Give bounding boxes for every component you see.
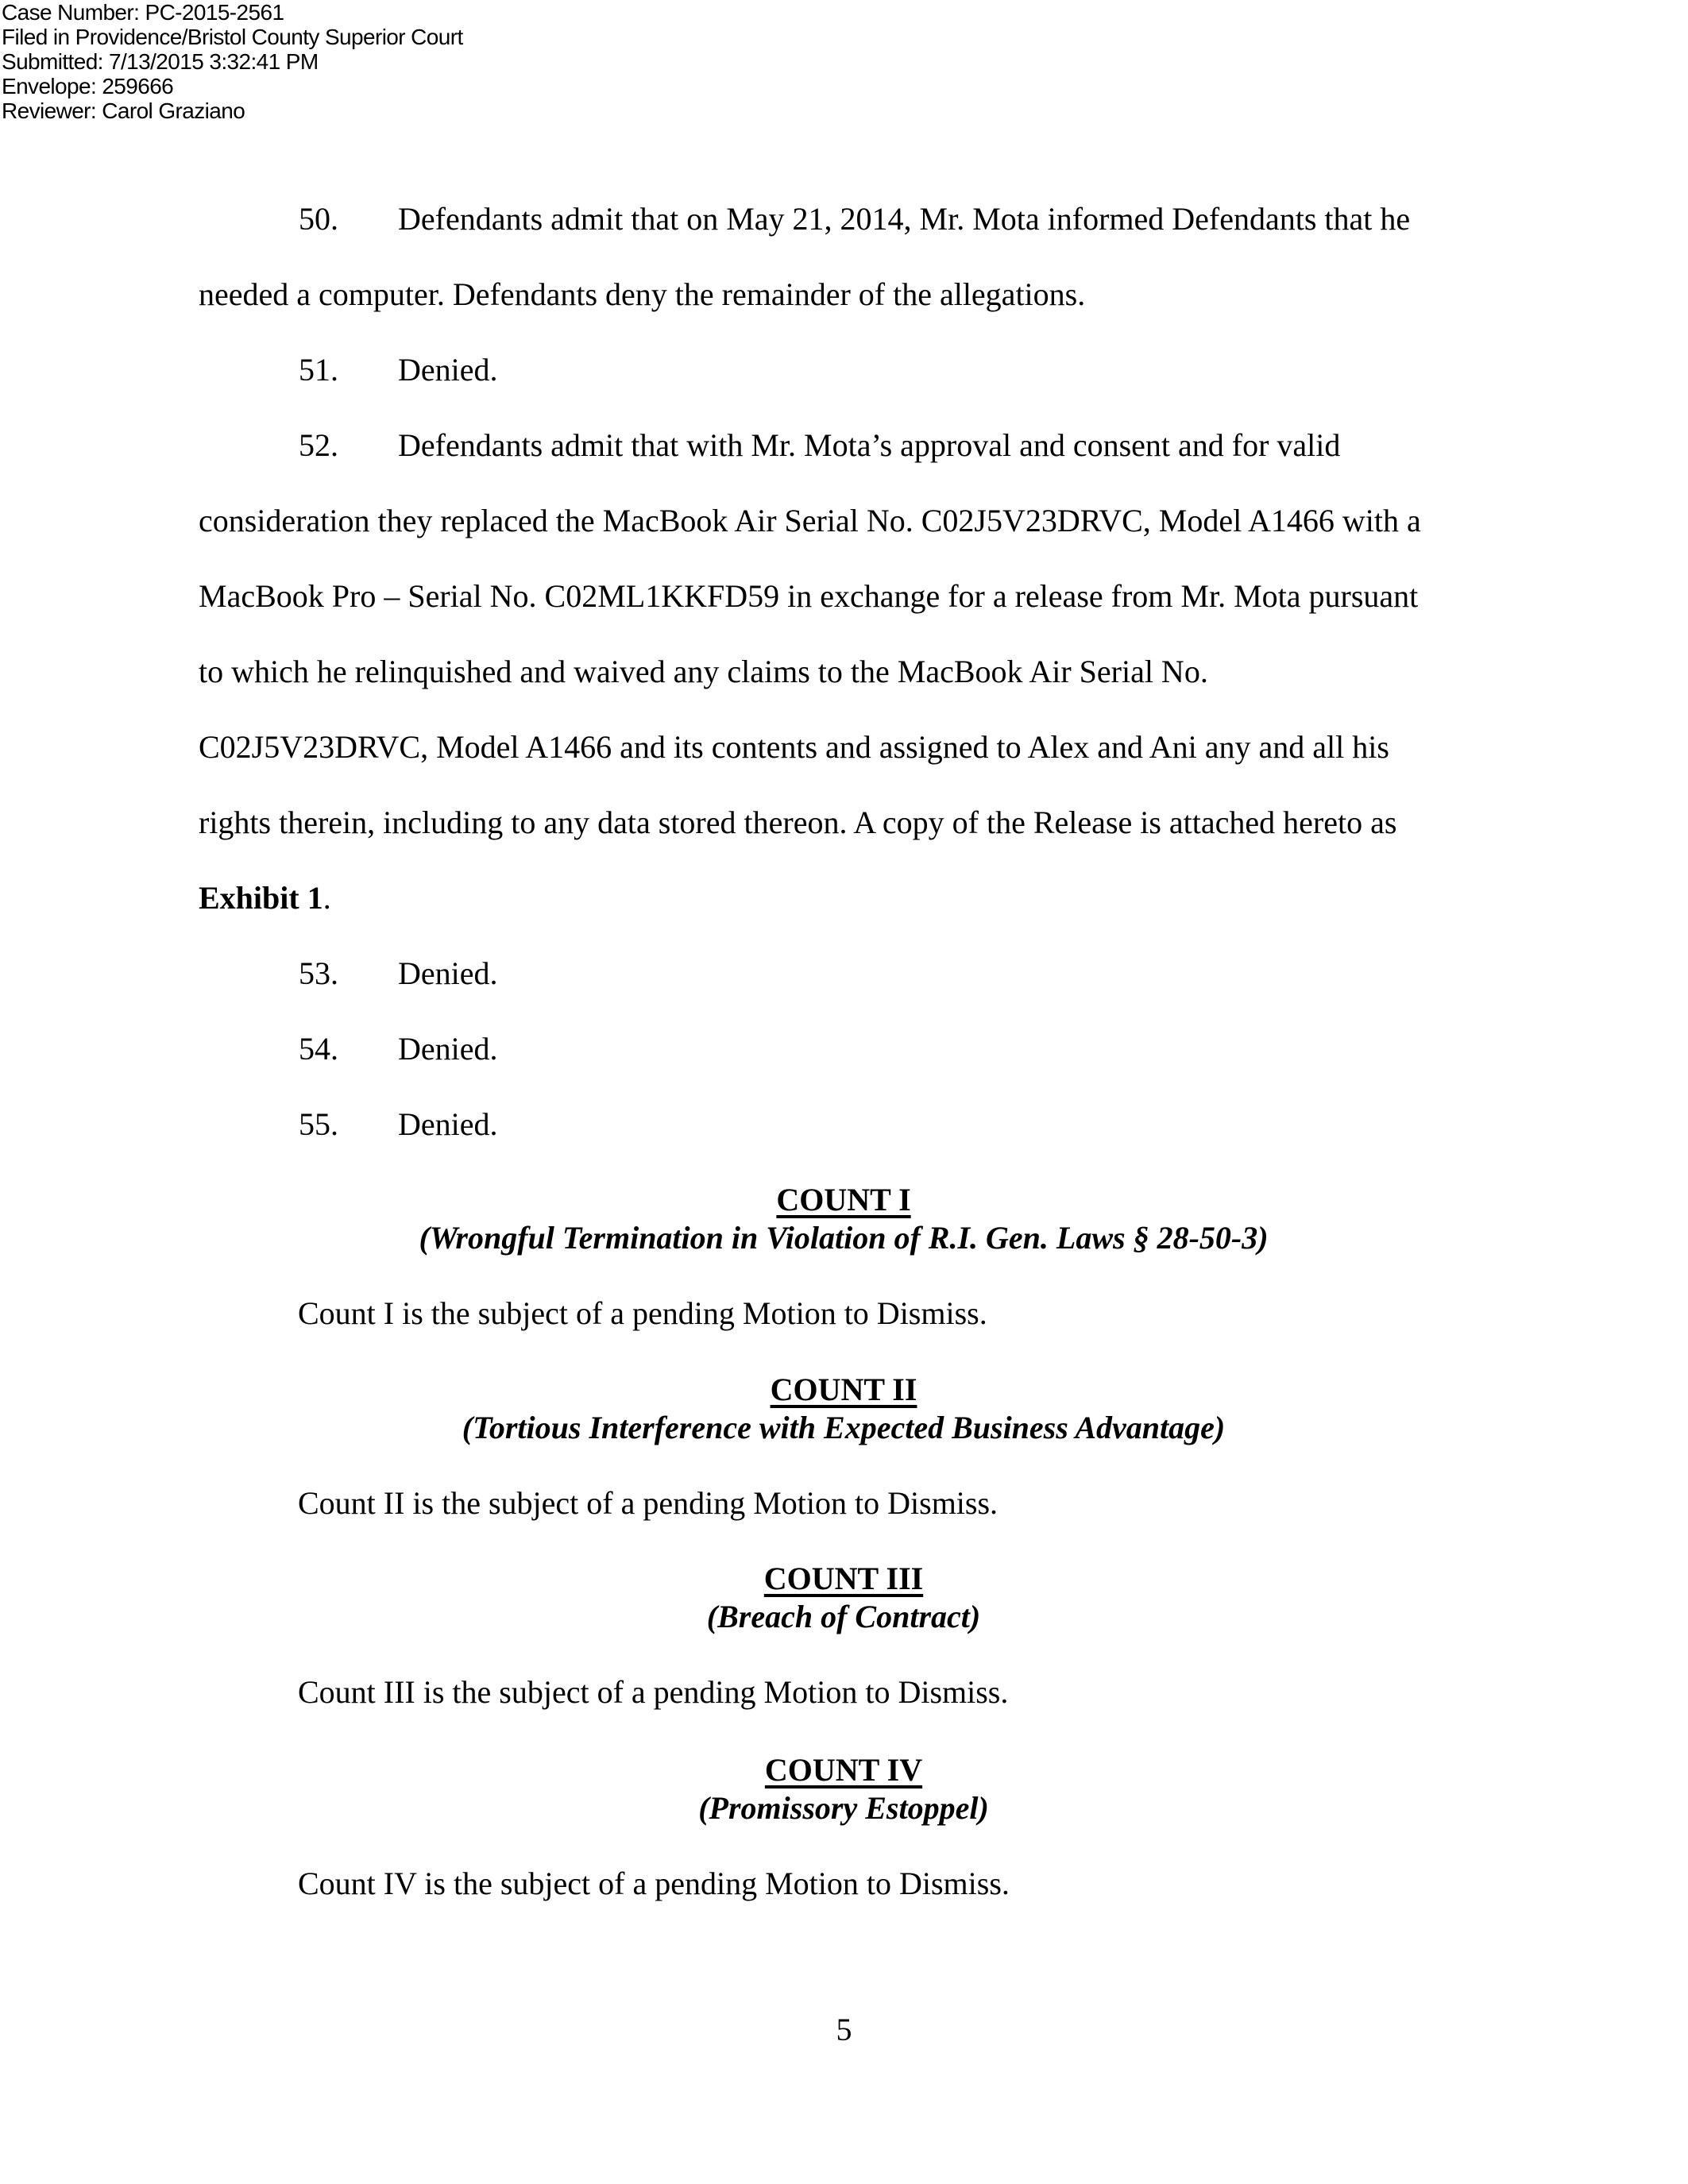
paragraph-line: rights therein, including to any data stored thereon. A copy of the Release is attached hereto as — [199, 805, 1397, 840]
paragraph-number: 53. — [299, 955, 338, 991]
count-4-body: Count IV is the subject of a pending Motion to Dismiss. — [298, 1866, 1010, 1901]
paragraph-line: C02J5V23DRVC, Model A1466 and its contents and assigned to Alex and Ani any and all his — [199, 729, 1389, 765]
case-number: Case Number: PC-2015-2561 — [2, 0, 284, 25]
count-4-subtitle: (Promissory Estoppel) — [698, 1790, 989, 1826]
paragraph-text: Denied. — [398, 1031, 498, 1067]
paragraph-number: 54. — [299, 1031, 338, 1067]
exhibit-reference: Exhibit 1 — [199, 880, 323, 916]
count-2-title: COUNT II — [770, 1372, 917, 1407]
count-subtitle-line — [199, 1598, 1489, 1636]
count-subtitle-line — [199, 1789, 1489, 1827]
filed-in-court: Filed in Providence/Bristol County Superior Court — [2, 25, 463, 49]
count-3-title: COUNT III — [763, 1561, 924, 1596]
count-subtitle-line — [199, 1409, 1489, 1447]
exhibit-punctuation: . — [323, 880, 331, 916]
paragraph-text: Denied. — [398, 352, 498, 388]
paragraph-line: needed a computer. Defendants deny the remainder of the allegations. — [199, 276, 1086, 312]
count-2-body: Count II is the subject of a pending Motion to Dismiss. — [298, 1485, 999, 1521]
paragraph-line: consideration they replaced the MacBook Air Serial No. C02J5V23DRVC, Model A1466 with a — [199, 503, 1421, 538]
paragraph-text: Denied. — [398, 955, 498, 991]
count-3-subtitle: (Breach of Contract) — [706, 1599, 981, 1634]
paragraph-line: Defendants admit that on May 21, 2014, Mr. Mota informed Defendants that he — [398, 201, 1411, 237]
count-4-title: COUNT IV — [764, 1752, 923, 1788]
paragraph-number: 52. — [299, 427, 338, 463]
paragraph-number: 55. — [299, 1106, 338, 1142]
count-1-body: Count I is the subject of a pending Motion to Dismiss. — [298, 1295, 987, 1331]
paragraph-line: to which he relinquished and waived any claims to the MacBook Air Serial No. — [199, 654, 1208, 689]
count-title — [199, 1371, 1489, 1409]
paragraph-number: 50. — [299, 201, 338, 237]
exhibit-reference-line — [199, 879, 331, 917]
reviewer-name: Reviewer: Carol Graziano — [2, 98, 245, 123]
paragraph-line: Defendants admit that with Mr. Mota’s approval and consent and for valid — [398, 427, 1341, 463]
paragraph-number: 51. — [299, 352, 338, 388]
count-1-title: COUNT I — [776, 1182, 911, 1217]
page-number: 5 — [836, 2012, 852, 2047]
paragraph-line: MacBook Pro – Serial No. C02ML1KKFD59 in exchange for a release from Mr. Mota pursuant — [199, 578, 1419, 614]
count-3-body: Count III is the subject of a pending Motion to Dismiss. — [298, 1674, 1009, 1710]
count-1-subtitle: (Wrongful Termination in Violation of R.I. Gen. Laws § 28-50-3) — [419, 1220, 1269, 1256]
envelope-number: Envelope: 259666 — [2, 74, 174, 98]
submitted-timestamp: Submitted: 7/13/2015 3:32:41 PM — [2, 49, 319, 74]
paragraph-text: Denied. — [398, 1106, 498, 1142]
count-title — [199, 1560, 1489, 1598]
count-title — [199, 1751, 1489, 1789]
count-title — [199, 1181, 1489, 1219]
count-2-subtitle: (Tortious Interference with Expected Business Advantage) — [462, 1410, 1226, 1445]
count-subtitle-line — [199, 1219, 1489, 1257]
